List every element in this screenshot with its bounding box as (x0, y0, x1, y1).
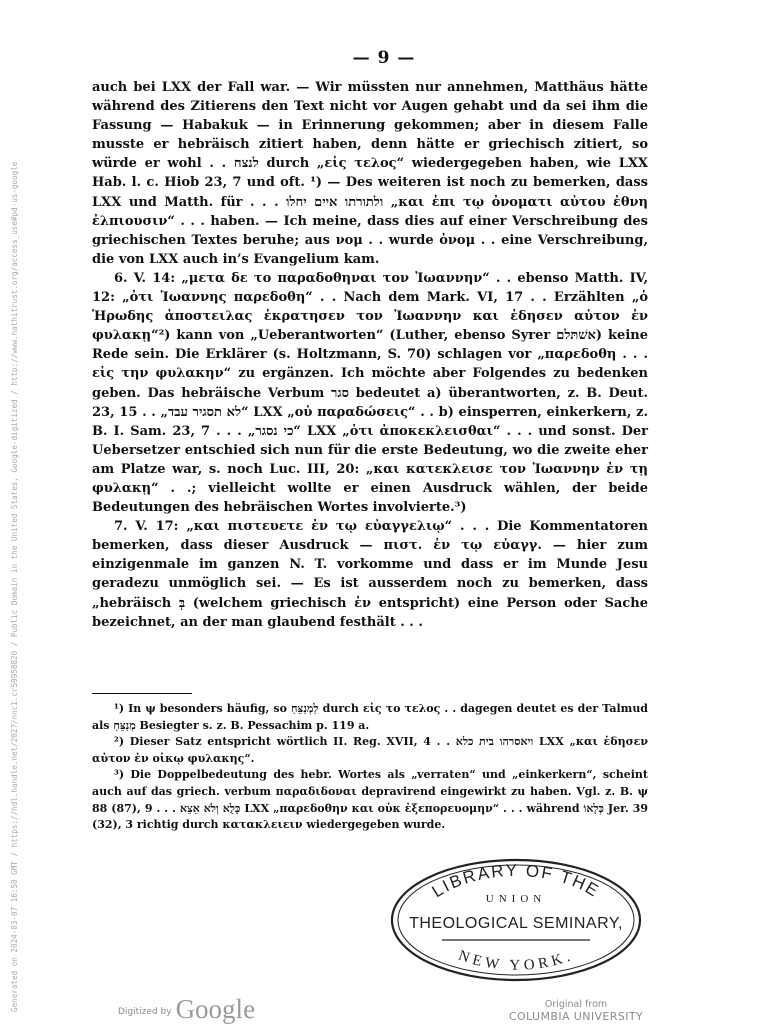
footnote-1: ¹) In ψ besonders häufig, so לַמְנַצֵּחַ durch εἰς το τελος . . dagegen deutet es der Talmud als מְנַצֵּחַ Besiegter s. z. B. Pessachim p. 119 a. (92, 702, 649, 732)
stamp-top-text: LIBRARY OF THE (428, 860, 604, 902)
digitized-by-mark (118, 994, 255, 1025)
paragraph-2: 6. V. 14: „μετα δε το παραδοθηναι τον Ἰωαννην“ . . ebenso Matth. IV, 12: „ὀτι Ἰωαννης παρεδοθη“ . . Nach dem Mark. VI, 17 . . Erzählten „ὁ Ἡρωδης ἀποστειλας ἐκρατησεν τον Ἰωαννην και ἐδησεν αὐτον ἐν φυλακῃ“²) kann von „Ueberantworten“ (Luther, ebenso Syrer אשׁתּלם) keine Rede sein. Die Erklärer (s. Holtzmann, S. 70) schlagen vor „παρεδοθη . . . εἰς την φυλακην“ zu ergänzen. Ich möchte aber Folgendes zu bedenken geben. Das hebräische Verbum סגר bedeutet a) überantworten, z. B. Deut. 23, 15 . . „לא תסגיר עבד“ LXX „οὐ παραδώσεις“ . . b) einsperren, einkerkern, z. B. I. Sam. 23, 7 . . . „כי נסגר“ LXX „ὀτι ἀποκεκλεισθαι“ . . . und sonst. Der Uebersetzer entschied sich nun für die erste Bedeutung, wo die zweite eher am Platze war, s. noch Luc. III, 20: „και κατεκλεισε τον Ἰωαννην ἐν τῃ φυλακῃ“ . .; vielleicht wollte er einen Ausdruck wählen, der beide Bedeutungen des hebräischen Wortes involvierte.³) (92, 270, 649, 516)
stamp-bottom-text: NEW YORK. (456, 947, 576, 974)
footnote-divider (92, 693, 192, 694)
original-from-label: Original from (544, 999, 608, 1010)
digitized-by-label: Digitized by (118, 1007, 172, 1017)
original-from-institution: COLUMBIA UNIVERSITY (508, 1010, 644, 1023)
footnote-2: ²) Dieser Satz entspricht wörtlich II. Reg. XVII, 4 . . ויאסרהו בית כלא LXX „και ἐδησεν αὐτον ἐν οἰκῳ φυλακης“. (92, 735, 649, 765)
svg-text:NEW YORK. (456, 948, 576, 974)
stamp-middle-text: UNION (485, 893, 547, 905)
paragraph-1: auch bei LXX der Fall war. — Wir müssten nur annehmen, Matthäus hätte während des Zitierens den Text nicht vor Augen gehabt und da sei ihm die Fassung — Habakuk — in Erinnerung gekommen; aber in diesem Falle musste er hebräisch zitiert haben, denn hätte er griechisch zitiert, so würde er wohl . . לנצח durch „εἰς τελος“ wiedergegeben haben, wie LXX Hab. l. c. Hiob 23, 7 und oft. ¹) — Des weiteren ist noch zu bemerken, dass LXX und Matth. für . . . ולתורתו איים יחלו „και ἐπι τῳ ὀνοματι αὐτου ἐθνη ἐλπιουσιν“ . . . haben. — Ich meine, dass dies auf einer Verschreibung des griechischen Textes beruhe; aus νομ . . wurde ὀνομ . . eine Verschreibung, die von LXX auch in’s Evangelium kam. (92, 80, 649, 267)
provenance-note: Generated on 2024-03-07 16:50 GMT / https://hdl.handle.net/2027/nnc1.cr59958820 / Public Domain in the United States, Google-digitized / http://www.hathitrust.org/access_use#pd-us-google (10, 161, 19, 1012)
footnote-3: ³) Die Doppelbedeutung des hebr. Wortes als „verraten“ und „einkerkern“, scheint auch auf das griech. verbum παραδιδοναι depravirend eingewirkt zu haben. Vgl. z. B. ψ 88 (87), 9 . . . כָּלֻא וְלֹא אֵצֵא LXX „παρεδοθην και οὐκ ἐξεπορευομην“ . . . während כְּלָאוֹ Jer. 39 (32), 3 richtig durch κατακλειειν wiedergegeben wurde. (92, 768, 648, 832)
body-text (92, 78, 648, 632)
original-from-mark (496, 999, 656, 1023)
stamp-main-text: THEOLOGICAL SEMINARY, (409, 915, 623, 932)
paragraph-3: 7. V. 17: „και πιστευετε ἐν τῳ εὐαγγελιῳ“ . . . Die Kommentatoren bemerken, dass dieser Ausdruck — πιστ. ἐν τῳ εὐαγγ. — hier zum einzigenmale im ganzen N. T. vorkomme und dass er im Munde Jesu geradezu unmöglich sei. — Es ist ausserdem noch zu bemerken, dass „hebräisch בְּ (welchem griechisch ἐν entspricht) eine Person oder Sache bezeichnet, an der man glaubend festhält . . . (92, 519, 648, 630)
library-stamp (382, 852, 650, 984)
page-number: — 9 — (352, 48, 416, 68)
google-logo: Google (175, 994, 256, 1024)
footnotes (92, 701, 648, 834)
